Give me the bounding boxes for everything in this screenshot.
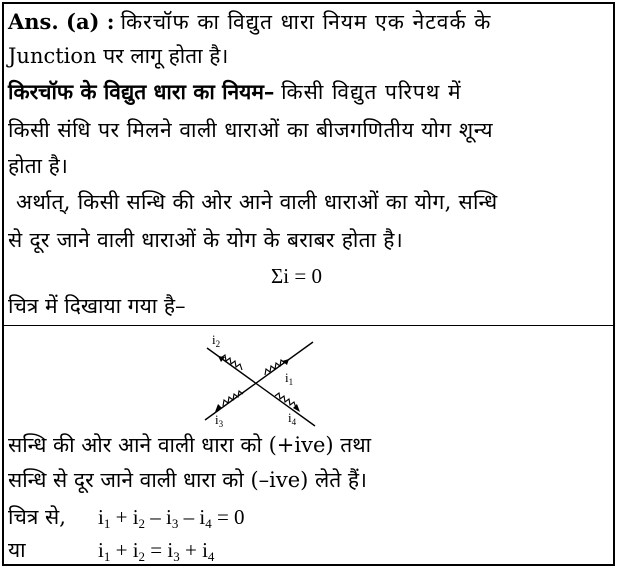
equation-2-label: या (8, 538, 26, 562)
statement-line-1 (8, 8, 608, 36)
section-divider (2, 325, 615, 326)
wire-top-left (207, 348, 315, 426)
figure-intro: चित्र में दिखाया गया है– (8, 294, 186, 318)
current-arrow-i1 (265, 360, 285, 375)
label-i3: $i_3$ (215, 412, 224, 429)
law-line-3: होता है। (8, 154, 68, 178)
law-line-1 (8, 78, 462, 106)
label-i2: $i_2$ (212, 332, 221, 349)
junction-diagram (185, 330, 335, 430)
law-line-2: किसी संधि पर मिलने वाली धाराओं का बीजगणितीय योग शून्य (8, 118, 494, 142)
equation-line-1 (8, 503, 245, 538)
equation-line-2 (8, 536, 214, 571)
meaning-line-1: अर्थात्, किसी सन्धि की ओर आने वाली धाराओं का योग, सन्धि (16, 190, 498, 214)
current-arrow-i4 (275, 393, 296, 408)
equation-1-label: चित्र से, (8, 505, 66, 529)
current-arrow-i3 (223, 391, 243, 406)
equation-2: $i_1 + i_2 = i_3 + i_4$ (98, 538, 215, 564)
law-text-1: किसी विद्युत परिपथ में (281, 80, 462, 104)
sign-convention-line-1: सन्धि की ओर आने वाली धारा को (+ive) तथा (8, 433, 372, 457)
law-title: किरचॉफ के विद्युत धारा का नियम– (8, 79, 275, 104)
label-i1: $i_1$ (285, 370, 294, 387)
answer-label: Ans. (a) : (8, 9, 115, 34)
equation-1: $i_1 + i_2 - i_3 - i_4 = 0$ (98, 505, 245, 531)
meaning-line-2: से दूर जाने वाली धाराओं के योग के बराबर होता है। (8, 228, 404, 252)
statement-line-2: Junction पर लागू होता है। (8, 44, 229, 68)
formula: Σi = 0 (271, 264, 322, 288)
sign-convention-line-2: सन्धि से दूर जाने वाली धारा को (–ive) लेते हैं। (8, 468, 368, 492)
statement-text-1: किरचॉफ का विद्युत धारा नियम एक नेटवर्क के (120, 10, 492, 34)
label-i4: $i_4$ (288, 410, 297, 427)
